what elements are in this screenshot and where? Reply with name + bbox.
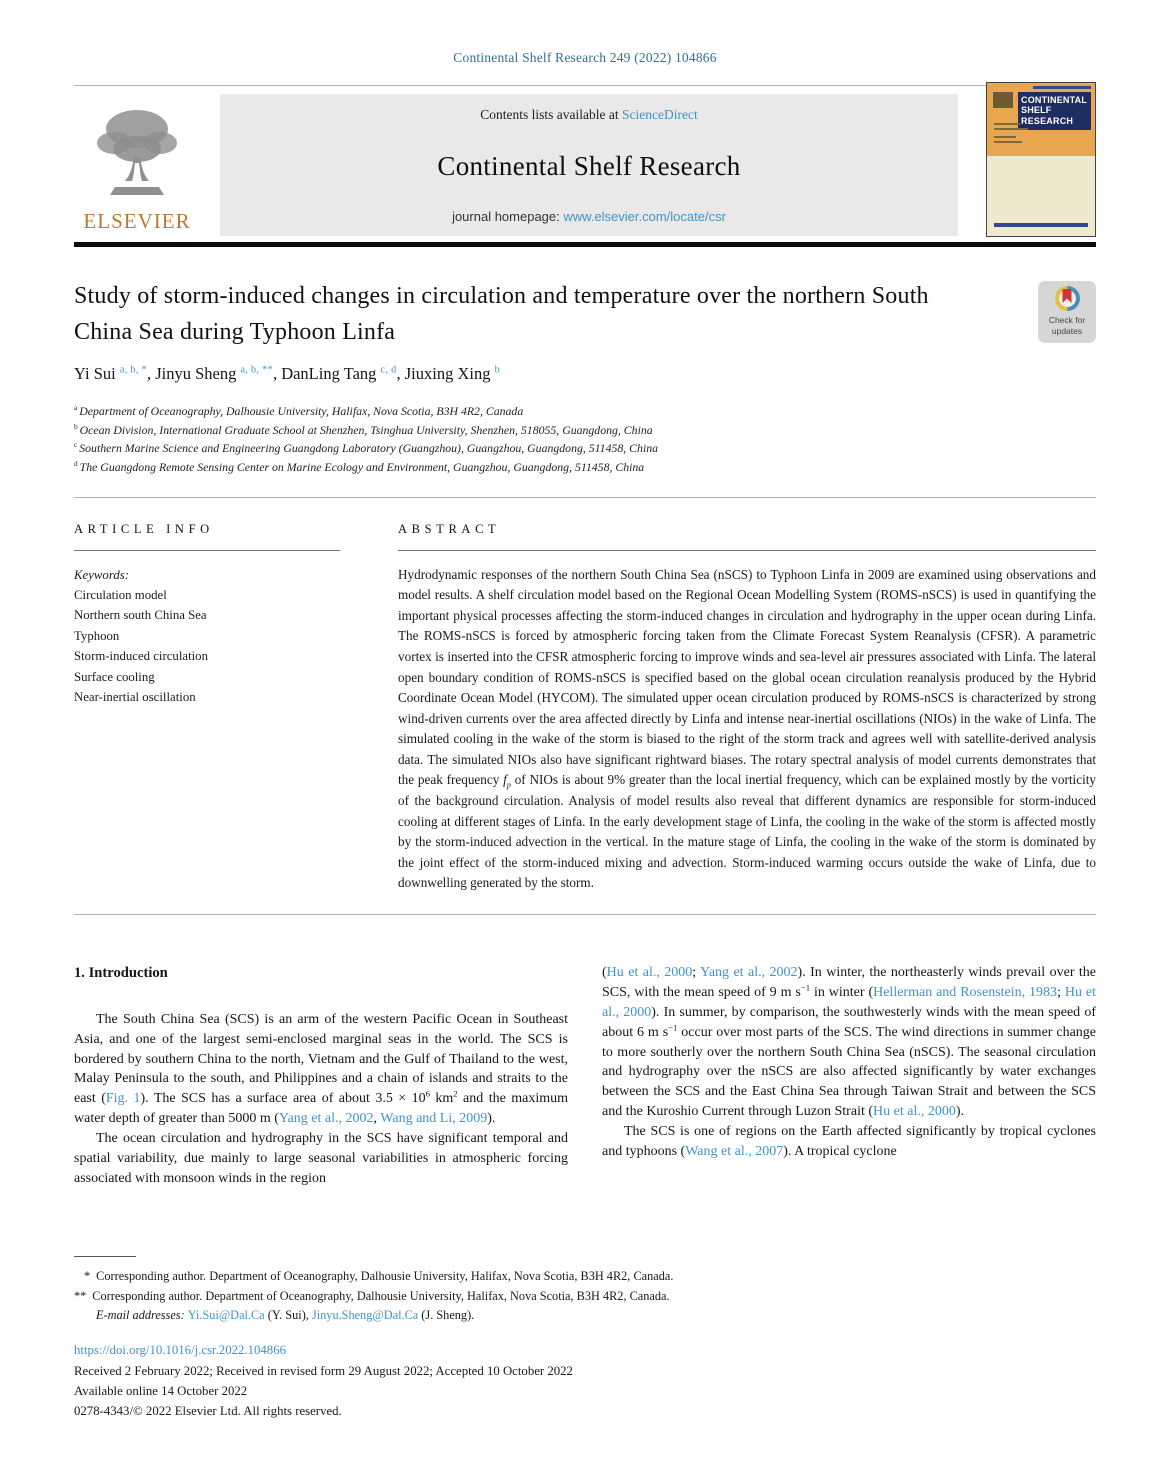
author-affil-ref-jiuxing-xing[interactable]: b xyxy=(494,364,501,376)
abstract-rule xyxy=(398,550,1096,551)
page-footer xyxy=(74,1256,1096,1422)
affiliation-text: Southern Marine Science and Engineering Guangdong Laboratory (Guangzhou), Guangzhou, Guangdong, 511458, China xyxy=(79,441,659,456)
citation-link[interactable]: Wang et al., 2007 xyxy=(685,1143,784,1159)
article-info-heading: ARTICLE INFO xyxy=(74,521,214,536)
journal-banner xyxy=(220,94,958,236)
footnote-marker: * xyxy=(84,1269,91,1283)
affiliation-text: Department of Oceanography, Dalhousie University, Halifax, Nova Scotia, B3H 4R2, Canada xyxy=(79,404,524,419)
intro-paragraph: The South China Sea (SCS) is an arm of the western Pacific Ocean in Southeast Asia, and one of the largest semi-enclosed marginal seas in the world. The SCS is bordered by southern China to the north, Vietnam and the Gulf of Thailand to the west, Malay Peninsula to the south, and Philippines and a chain of islands and straits to the east (Fig. 1). The SCS has a surface area of about $3.5 \times 10^6$ $km^2$ and the maximum water depth of greater than 5000 m (Yang et al., 2002, Wang and Li, 2009). xyxy=(74,1011,568,1127)
info-section-top-rule xyxy=(74,497,1096,498)
keyword-item: Storm-induced circulation xyxy=(74,649,208,664)
copyright-line: 0278-4343/© 2022 Elsevier Ltd. All rights reserved. xyxy=(74,1404,342,1419)
footnote-text: Corresponding author. Department of Oceanography, Dalhousie University, Halifax, Nova Scotia, B3H 4R2, Canada. xyxy=(92,1288,670,1303)
check-updates-icon xyxy=(1055,286,1080,311)
intro-paragraph: The ocean circulation and hydrography in the SCS have significant temporal and spatial variability, due mainly to large seasonal variabilities in atmospheric forcing associated with monsoon winds in the region xyxy=(74,1131,568,1186)
email-link-jinyu-sheng[interactable]: Jinyu.Sheng@Dal.Ca xyxy=(311,1308,419,1323)
abstract-heading: ABSTRACT xyxy=(398,521,501,536)
abstract-text: Hydrodynamic responses of the northern South China Sea (nSCS) to Typhoon Linfa in 2009 are examined using observations and model results. A shelf circulation model based on the Regional Ocean Modelling System (ROMS-nSCS) is used in quantifying the important physical processes affecting the storm-induced changes in circulation and hydrography in the upper ocean during Linfa. The ROMS-nSCS is forced by atmospheric forcing taken from the Climate Forecast System Reanalysis (CFSR). A parametric vortex is inserted into the CFSR atmospheric forcing to improve winds and sea-level air pressures associated with Linfa. The lateral open boundary condition of ROMS-nSCS is specified based on the global ocean circulation reanalysis produced by the Hybrid Coordinate Ocean Model (HYCOM). The simulated upper ocean circulation produced by ROMS-nSCS is characterized by strong wind-driven currents over the area affected directly by Linfa and intense near-inertial oscillations (NIOs) in the wake of Linfa. The simulated cooling in the wake of the storm is biased to the right of the storm track and agrees well with satellite-derived analysis data. The simulated NIOs also have significant rightward biases. The rotary spectral analysis of model currents demonstrates that the peak frequency $f_p$ of NIOs is about 9% greater than the local inertial frequency, which can be explained mostly by the vorticity of the background circulation. Analysis of model results also reveal that different dynamics are responsible for storm-induced cooling at different stages of Linfa. In the early development stage of Linfa, the cooling in the wake of the storm is affected mostly by the storm-induced advection in the vertical. In the mature stage of Linfa, the cooling in the wake of the storm is dominated by the joint effect of the storm-induced mixing and advection. Storm-induced warming occurs outside the wake of Linfa, due to downwelling generated by the storm. xyxy=(398,566,1096,891)
affiliation-line xyxy=(74,402,1096,421)
keyword-item: Circulation model xyxy=(74,588,167,602)
footnote-corresponding-2 xyxy=(74,1287,1096,1307)
citation-link[interactable]: Hu et al., 2000 xyxy=(873,1104,956,1120)
affiliation-text: The Guangdong Remote Sensing Center on Marine Ecology and Environment, Guangzhou, Guangdong, 511458, China xyxy=(79,459,645,474)
cover-editor-line xyxy=(994,123,1020,125)
cover-title: CONTINENTAL SHELF RESEARCH xyxy=(1018,92,1091,130)
keywords-label: Keywords: xyxy=(74,567,129,582)
received-dates: Received 2 February 2022; Received in revised form 29 August 2022; Accepted 10 October 2022 xyxy=(74,1364,573,1379)
contents-line: Contents lists available at ScienceDirect xyxy=(480,107,698,122)
keyword-item: Near-inertial oscillation xyxy=(74,690,196,705)
bookmark-ribbon-icon xyxy=(1063,289,1072,303)
authors-line: Yi Sui $^{a, b, *}$, Jinyu Sheng $^{a, b, **}$, DanLing Tang $^{c, d}$, Jiuxing Xing $^b$ xyxy=(74,364,501,384)
info-abstract-section xyxy=(74,522,1096,895)
doi-link[interactable]: https://doi.org/10.1016/j.csr.2022.104866 xyxy=(74,1343,286,1358)
info-section-bottom-rule xyxy=(74,914,1096,915)
journal-cover-thumbnail[interactable] xyxy=(986,82,1096,237)
abstract-column xyxy=(398,522,1096,895)
available-online: Available online 14 October 2022 xyxy=(74,1384,248,1399)
homepage-line: journal homepage: www.elsevier.com/locate/csr xyxy=(452,209,726,224)
affiliation-line xyxy=(74,439,1096,458)
footnote-rule xyxy=(74,1256,136,1257)
title-row xyxy=(74,279,1096,350)
journal-title: Continental Shelf Research xyxy=(437,150,741,181)
article-history xyxy=(74,1361,1096,1422)
footnote-emails: E-mail addresses: Yi.Sui@Dal.Ca (Y. Sui), Jinyu.Sheng@Dal.Ca (J. Sheng). xyxy=(96,1308,475,1323)
affiliation-marker: c xyxy=(74,440,78,450)
elsevier-logo[interactable] xyxy=(74,94,200,237)
keyword-item: Northern south China Sea xyxy=(74,608,207,623)
author-affil-ref-danling-tang[interactable]: c, d xyxy=(380,364,397,376)
footnote-corresponding-1 xyxy=(74,1267,1096,1287)
elsevier-logo-text: ELSEVIER xyxy=(83,209,191,233)
citation-link[interactable]: Hu et al., 2000 xyxy=(602,984,1096,1020)
intro-paragraph: The SCS is one of regions on the Earth affected significantly by tropical cyclones and typhoons (Wang et al., 2007). A tropical cyclone xyxy=(602,1124,1096,1159)
header-divider xyxy=(74,85,1096,86)
footnote-text: Corresponding author. Department of Oceanography, Dalhousie University, Halifax, Nova Scotia, B3H 4R2, Canada. xyxy=(96,1269,674,1283)
affiliation-marker: b xyxy=(74,421,78,431)
cover-logo-box xyxy=(993,92,1013,108)
cover-editor-line xyxy=(994,136,1016,138)
paper-title: Study of storm-induced changes in circulation and temperature over the northern South China Sea during Typhoon Linfa xyxy=(74,283,929,345)
cover-top-strip xyxy=(1033,86,1091,89)
affiliation-line xyxy=(74,458,1096,477)
article-info-column xyxy=(74,522,340,895)
footnote-marker: ** xyxy=(74,1288,87,1303)
affiliation-text: Ocean Division, International Graduate School at Shenzhen, Tsinghua University, Shenzhen, 518055, Guangdong, China xyxy=(79,422,653,437)
cover-bottom-strip xyxy=(994,223,1088,227)
journal-homepage-link[interactable]: www.elsevier.com/locate/csr xyxy=(563,209,726,224)
journal-header xyxy=(74,94,1096,237)
intro-left-column xyxy=(74,963,568,1189)
affiliation-line xyxy=(74,421,1096,440)
citation-link[interactable]: Yang et al., 2002 xyxy=(278,1111,374,1127)
article-info-rule xyxy=(74,550,340,551)
journal-reference: Continental Shelf Research 249 (2022) 104866 xyxy=(453,50,717,65)
author-affil-ref-jinyu-sheng[interactable]: a, b, ** xyxy=(240,364,273,376)
check-updates-label: Check for updates xyxy=(1048,315,1086,336)
introduction-section xyxy=(74,963,1096,1189)
affiliation-marker: a xyxy=(74,403,78,413)
author-affil-ref-yi-sui[interactable]: a, b, * xyxy=(119,364,147,376)
cover-editor-line xyxy=(994,141,1022,143)
citation-link[interactable]: Wang and Li, 2009 xyxy=(380,1111,488,1127)
citation-link[interactable]: Hellerman and Rosenstein, 1983 xyxy=(873,984,1058,1000)
sciencedirect-link[interactable]: ScienceDirect xyxy=(622,107,698,122)
section-heading-introduction: 1. Introduction xyxy=(74,965,168,982)
affiliation-marker: d xyxy=(74,458,78,468)
keyword-item: Surface cooling xyxy=(74,669,155,684)
check-for-updates-badge[interactable] xyxy=(1038,281,1096,343)
elsevier-tree-icon xyxy=(87,103,187,207)
fig-1-link[interactable]: Fig. 1 xyxy=(105,1091,141,1107)
cover-editor-line xyxy=(994,128,1028,130)
affiliations xyxy=(74,402,1096,477)
header-thick-rule xyxy=(74,242,1096,247)
keyword-item: Typhoon xyxy=(74,628,120,643)
citation-link[interactable]: Yang et al., 2002 xyxy=(700,965,798,981)
citation-link[interactable]: Hu et al., 2000 xyxy=(606,965,693,981)
intro-paragraph: (Hu et al., 2000; Yang et al., 2002). In winter, the northeasterly winds prevail over the SCS, with the mean speed of 9 m $s^{-1}$ in winter (Hellerman and Rosenstein, 1983; Hu et al., 2000). In summer, by comparison, the southwesterly winds with the mean speed of about 6 m $s^{-1}$ occur over most parts of the SCS. The wind directions in summer change to more southerly over the northern South China Sea (nSCS). The seasonal circulation and hydrography over the nSCS are also affected significantly by water exchanges between the SCS and the East China Sea through Taiwan Strait and between the SCS and the Kuroshio Current through Luzon Strait (Hu et al., 2000). xyxy=(602,965,1097,1120)
keywords-block xyxy=(74,565,340,708)
intro-right-column xyxy=(602,963,1096,1189)
email-link-yi-sui[interactable]: Yi.Sui@Dal.Ca xyxy=(187,1308,265,1323)
